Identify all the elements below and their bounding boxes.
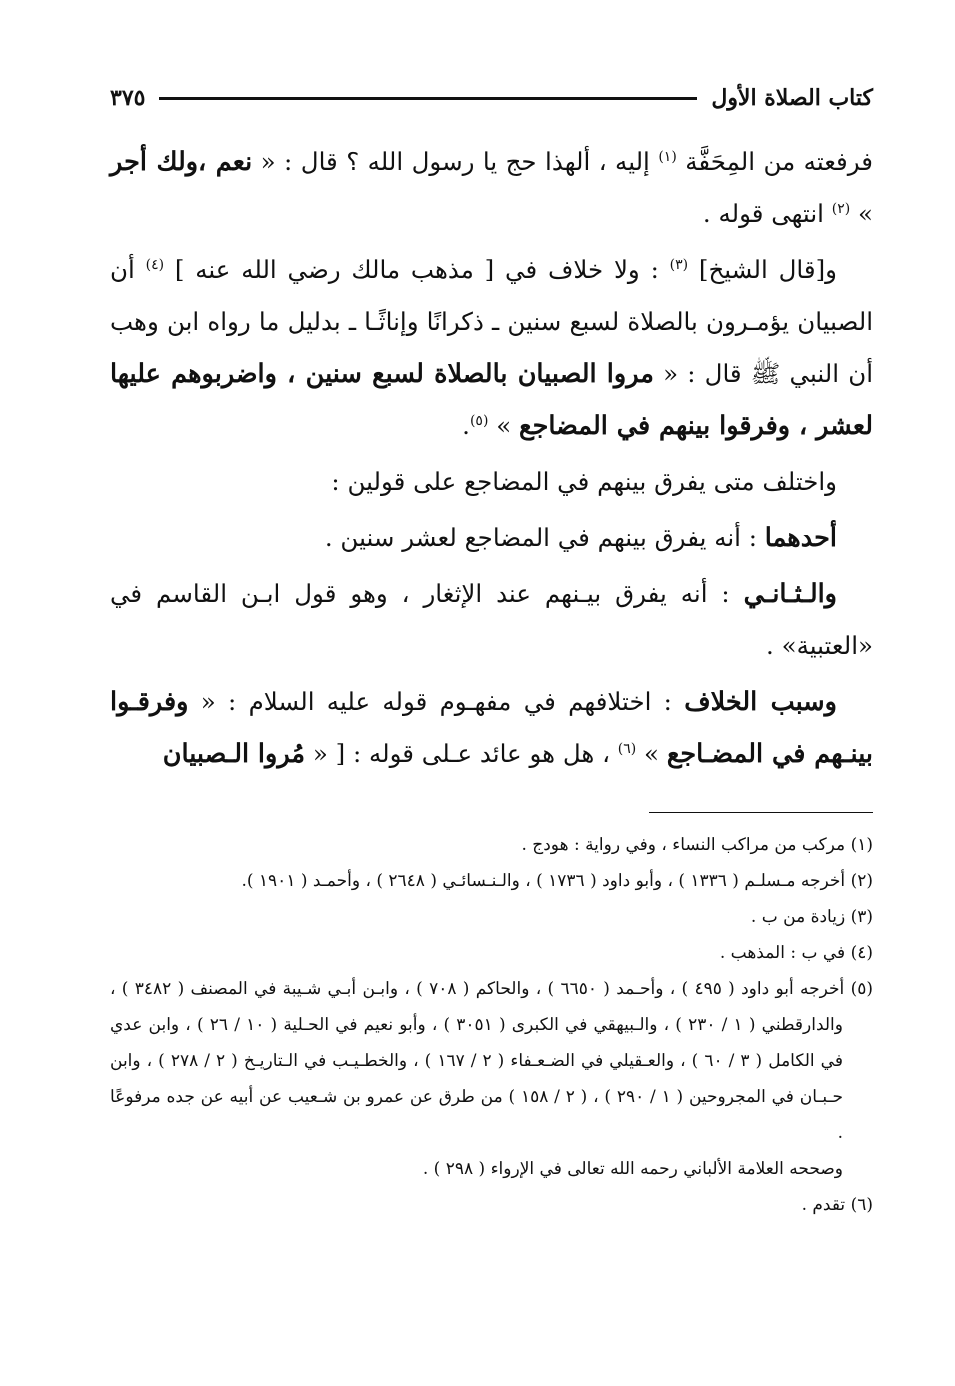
text-run: » [488, 411, 519, 440]
text-run: ، هل هو عائد عـلى قوله : [ « [305, 739, 618, 768]
bold-label: والـثـانـي [743, 579, 837, 609]
text-run: : أنه يفرق بينهم في المضاجع لعشر سنين . [324, 523, 765, 552]
text-run: . [462, 411, 470, 440]
paragraph-6 [110, 676, 873, 780]
footnote-text: في ب : المذهب . [719, 943, 851, 963]
footnote-3 [110, 899, 873, 935]
footnote-number: (٣) [850, 907, 873, 927]
footnote-ref-1[interactable]: (١) [658, 148, 677, 165]
text-run: و[قال الشيخ] [688, 255, 837, 284]
paragraph-1 [110, 136, 873, 240]
text-run: : ولا خلاف في [ مذهب مالك رضي الله عنه ] [164, 255, 670, 284]
header-rule [159, 97, 697, 100]
footnote-5 [110, 971, 873, 1151]
footnote-5-continuation [110, 1151, 873, 1187]
paragraph-5 [110, 568, 873, 672]
text-run: فرفعته من المِحَفَّة [676, 147, 873, 176]
bold-quote: نعم ،ولك أجر [110, 147, 253, 177]
text-run: : أنه يفرق بيـنهم عند الإثغار ، وهو قول ابـن القاسم في «العتبية» . [110, 579, 873, 660]
bold-label: أحدهما [764, 523, 837, 553]
paragraph-2 [110, 244, 873, 452]
text-run: أن الصبيان يؤمـرون بالصلاة لسبع سنين ـ ذكرانًا وإناثًـا ـ بدليل ما رواه ابن وهب أن النبي ﷺ قال : « [110, 255, 873, 388]
running-title: كتاب الصلاة الأول [711, 85, 873, 111]
footnote-text: أخرجه أبو داود ( ٤٩٥ ) ، وأحـمد ( ٦٦٥٠ ) ، والحاكم ( ٧٠٨ ) ، وابـن أبـي شـيبة في المصنف ( ٣٤٨٢ ) ، والدارقطني ( ١ / ٢٣٠ ) ، والـبيهقي في الكبرى ( ٣٠٥١ ) ، وأبو نعيم في الحـلية ( ١٠ / ٢٦ ) ، وابن عدي في الكامل ( ٣ / ٦٠ ) ، والعـقيلي في الضـعـفاء ( ٢ / ١٦٧ ) ، والخطـيـب في الـتاريـخ ( ٢ / ٢٧٨ ) ، وابن حـبـان في المجروحين ( ١ / ٢٩٠ ) ، ( ٢ / ١٥٨ ) من طرق عن عمرو بن شـعيب عن أبيه عن جده مرفوعًا . [110, 979, 851, 1143]
footnote-text: تقدم . [801, 1195, 851, 1215]
paragraph-3: واختلف متى يفرق بينهم في المضاجع على قولين : [331, 467, 837, 496]
running-header [110, 78, 873, 118]
bold-quote: مُروا الـصبيان [162, 739, 306, 769]
bold-quote: وفرقـوا بينـهم في المضـاجع [110, 687, 873, 769]
footnote-ref-5[interactable]: (٥) [469, 412, 489, 429]
text-run: » [850, 199, 873, 228]
footnote-2 [110, 863, 873, 899]
footnote-ref-3[interactable]: (٣) [669, 256, 689, 273]
bold-label: وسبب الخلاف [684, 687, 837, 717]
footnote-text: زيادة من ب . [750, 907, 851, 927]
footnote-4 [110, 935, 873, 971]
footnote-ref-6[interactable]: (٦) [617, 740, 637, 757]
footnote-separator [649, 812, 873, 813]
footnote-number: (١) [850, 835, 873, 855]
footnote-number: (٢) [850, 871, 873, 891]
page-number: ٣٧٥ [110, 85, 146, 111]
text-run: » [636, 739, 667, 768]
text-run: انتهى قوله . [702, 199, 832, 228]
footnote-number: (٥) [850, 979, 873, 999]
footnote-number: (٤) [850, 943, 873, 963]
footnote-6 [110, 1187, 873, 1223]
footnote-text: أخرجه مـسلـم ( ١٣٣٦ ) ، وأبو داود ( ١٧٣٦ ) ، والـنـسائـي ( ٢٦٤٨ ) ، وأحمـد ( ١٩٠١ ). [241, 871, 851, 891]
footnote-text: وصححه العلامة الألباني رحمه الله تعالى في الإرواء ( ٢٩٨ ) . [422, 1159, 843, 1179]
footnote-ref-2[interactable]: (٢) [831, 200, 851, 217]
paragraph-4 [110, 512, 873, 564]
footnotes [110, 827, 873, 1223]
bold-hadith: مروا الصبيان بالصلاة لسبع سنين ، واضربوهم عليها لعشر ، وفرقوا بينهم في المضاجع [110, 359, 873, 441]
footnote-1 [110, 827, 873, 863]
main-text [110, 136, 873, 780]
text-run: إليه ، ألهذا حج يا رسول الله ؟ قال : « [252, 147, 659, 176]
footnote-ref-4[interactable]: (٤) [145, 256, 165, 273]
text-run: : اختلافهم في مفهـوم قوله عليه السلام : « [188, 687, 685, 716]
footnote-number: (٦) [850, 1195, 873, 1215]
footnote-text: مركب من مراكب النساء ، وفي رواية : هودج . [521, 835, 851, 855]
